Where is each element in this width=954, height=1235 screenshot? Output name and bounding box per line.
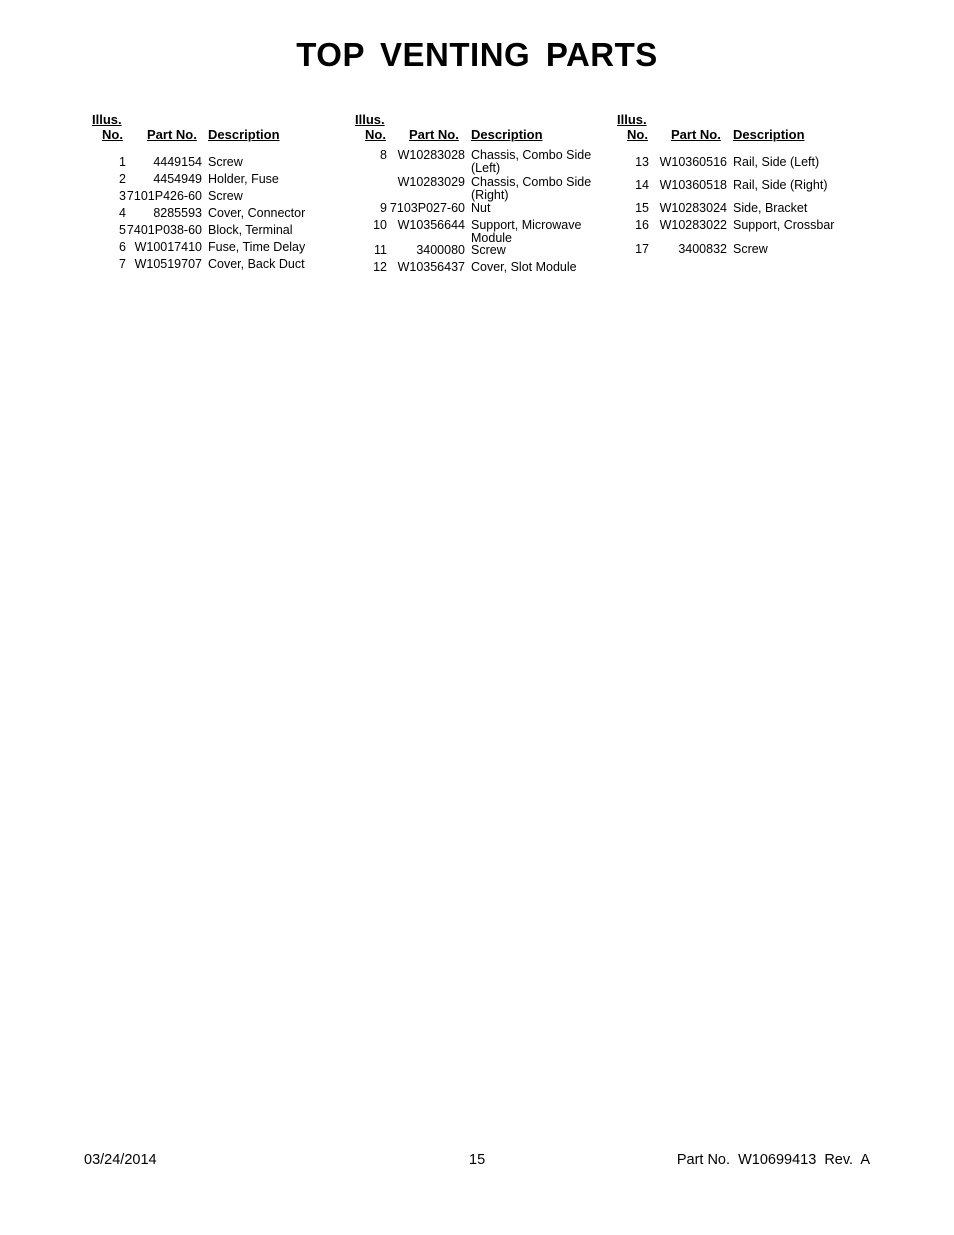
description-line: Chassis, Combo Side xyxy=(471,148,592,162)
footer-page-number: 15 xyxy=(469,1152,486,1168)
part-no-header: Part No. xyxy=(671,127,721,142)
parts-column-3 xyxy=(617,110,857,256)
illus-number: 3 xyxy=(119,189,126,203)
part-number: W10283029 xyxy=(397,175,465,189)
part-number: 3400080 xyxy=(416,243,465,257)
part-number: 3400832 xyxy=(678,242,727,256)
part-description xyxy=(471,261,577,274)
no-header: No. xyxy=(365,127,386,142)
column-header xyxy=(92,110,332,146)
description-line: Block, Terminal xyxy=(208,223,293,237)
description-line: Screw xyxy=(208,155,243,169)
part-description xyxy=(733,243,768,256)
parts-column-1 xyxy=(92,110,332,271)
part-description xyxy=(208,207,305,220)
description-line: (Left) xyxy=(471,161,501,175)
part-description xyxy=(208,258,305,271)
part-description xyxy=(208,156,243,169)
part-number: W10356437 xyxy=(397,260,465,274)
part-number: W10360518 xyxy=(659,178,727,192)
description-line: Nut xyxy=(471,201,491,215)
description-line: Screw xyxy=(208,189,243,203)
description-line: (Right) xyxy=(471,188,509,202)
part-description xyxy=(733,219,834,232)
description-line: Side, Bracket xyxy=(733,201,808,215)
illus-number: 4 xyxy=(119,206,126,220)
description-header: Description xyxy=(208,127,280,142)
illus-number: 11 xyxy=(374,243,387,257)
illus-number: 17 xyxy=(635,242,649,256)
part-number: 4454949 xyxy=(153,172,202,186)
illus-header: Illus. xyxy=(617,112,647,127)
description-line: Holder, Fuse xyxy=(208,172,279,186)
part-number: W10360516 xyxy=(659,155,727,169)
part-number: W10283024 xyxy=(659,201,727,215)
description-header: Description xyxy=(733,127,805,142)
part-no-header: Part No. xyxy=(147,127,197,142)
description-line: Screw xyxy=(471,243,506,257)
part-no-header: Part No. xyxy=(409,127,459,142)
illus-number: 14 xyxy=(635,178,649,192)
part-number: 7101P426-60 xyxy=(126,189,202,203)
part-number: 4449154 xyxy=(153,155,202,169)
part-number: 7103P027-60 xyxy=(389,201,465,215)
part-number: W10017410 xyxy=(134,240,202,254)
part-description xyxy=(471,149,591,175)
part-description xyxy=(208,241,305,254)
illus-number: 2 xyxy=(119,172,126,186)
description-line: Module xyxy=(471,231,512,245)
illus-number: 15 xyxy=(635,201,649,215)
description-line: Fuse, Time Delay xyxy=(208,240,306,254)
no-header: No. xyxy=(627,127,648,142)
part-description xyxy=(471,176,591,202)
illus-number: 1 xyxy=(119,155,126,169)
column-header xyxy=(355,110,605,146)
illus-number: 9 xyxy=(380,201,387,215)
illus-number: 16 xyxy=(635,218,649,232)
part-description xyxy=(471,219,581,245)
part-number: W10356644 xyxy=(397,218,465,232)
illus-number: 5 xyxy=(119,223,126,237)
part-description xyxy=(208,224,293,237)
description-header: Description xyxy=(471,127,543,142)
illus-header: Illus. xyxy=(92,112,122,127)
description-line: Support, Microwave xyxy=(471,218,582,232)
description-line: Rail, Side (Right) xyxy=(733,178,828,192)
part-number: W10283022 xyxy=(659,218,727,232)
part-number: 7401P038-60 xyxy=(126,223,202,237)
description-line: Rail, Side (Left) xyxy=(733,155,820,169)
footer-date: 03/24/2014 xyxy=(84,1152,157,1168)
part-description xyxy=(733,156,819,169)
illus-number: 8 xyxy=(380,148,387,162)
parts-column-2 xyxy=(355,110,605,274)
part-number: 8285593 xyxy=(153,206,202,220)
description-line: Cover, Slot Module xyxy=(471,260,577,274)
no-header: No. xyxy=(102,127,123,142)
part-number: W10519707 xyxy=(134,257,202,271)
illus-number: 13 xyxy=(635,155,649,169)
illus-number: 7 xyxy=(119,257,126,271)
description-line: Support, Crossbar xyxy=(733,218,835,232)
part-description xyxy=(471,244,506,257)
illus-number: 10 xyxy=(373,218,387,232)
part-description xyxy=(208,190,243,203)
part-description xyxy=(471,202,490,215)
description-line: Cover, Back Duct xyxy=(208,257,305,271)
column-header xyxy=(617,110,857,146)
part-description xyxy=(733,179,827,192)
description-line: Cover, Connector xyxy=(208,206,306,220)
part-description xyxy=(733,202,807,215)
part-number: W10283028 xyxy=(397,148,465,162)
illus-header: Illus. xyxy=(355,112,385,127)
illus-number: 6 xyxy=(119,240,126,254)
description-line: Chassis, Combo Side xyxy=(471,175,592,189)
page-title: TOP VENTING PARTS xyxy=(296,36,658,73)
description-line: Screw xyxy=(733,242,768,256)
part-description xyxy=(208,173,279,186)
illus-number: 12 xyxy=(373,260,387,274)
footer-part-rev: Part No. W10699413 Rev. A xyxy=(676,1152,870,1168)
